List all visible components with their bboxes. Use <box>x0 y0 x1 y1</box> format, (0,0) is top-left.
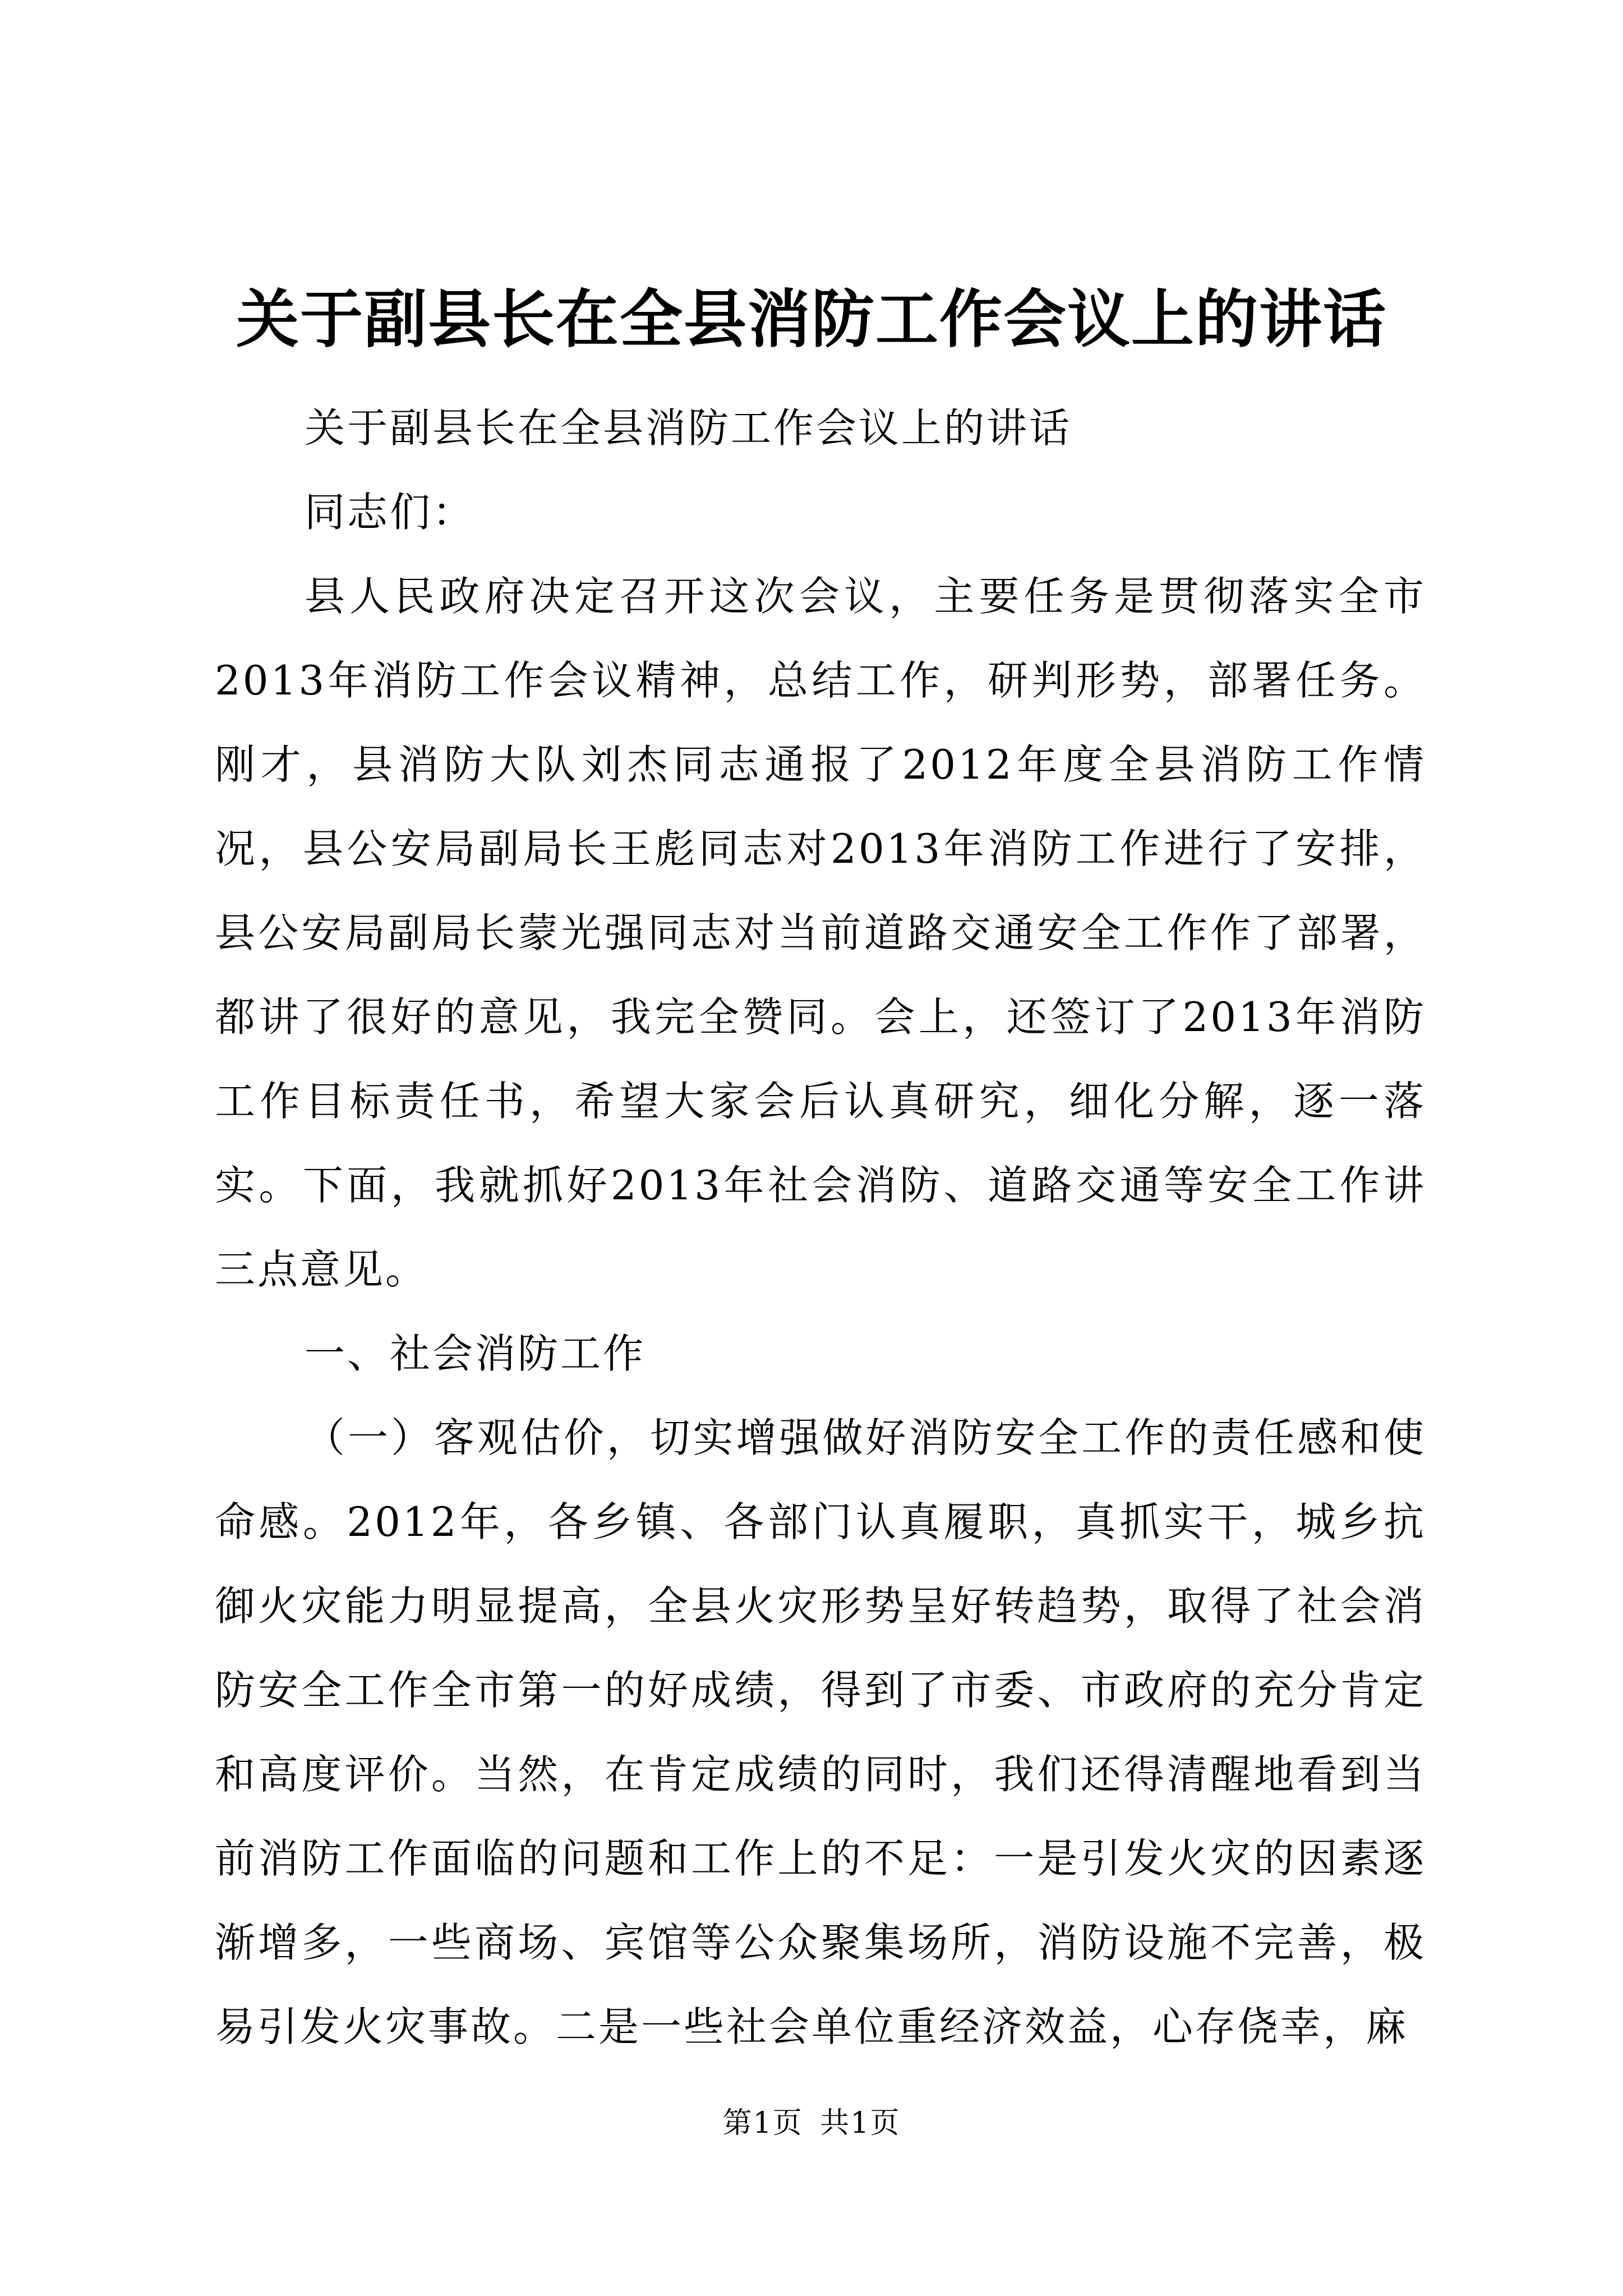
body-paragraph: 县人民政府决定召开这次会议，主要任务是贯彻落实全市2013年消防工作会议精神，总结工作，研判形势，部署任务。刚才，县消防大队刘杰同志通报了2012年度全县消防工作情况，县公安局副局长王彪同志对2013年消防工作进行了安排，县公安局副局长蒙光强同志对当前道路交通安全工作作了部署，都讲了很好的意见，我完全赞同。会上，还签订了2013年消防工作目标责任书，希望大家会后认真研究，细化分解，逐一落实。下面，我就抓好2013年社会消防、道路交通等安全工作讲三点意见。 <box>215 573 1426 1293</box>
body-paragraph: （一）客观估价，切实增强做好消防安全工作的责任感和使命感。2012年，各乡镇、各部门认真履职，真抓实干，城乡抗御火灾能力明显提高，全县火灾形势呈好转趋势，取得了社会消防安全工作全市第一的好成绩，得到了市委、市政府的充分肯定和高度评价。当然，在肯定成绩的同时，我们还得清醒地看到当前消防工作面临的问题和工作上的不足：一是引发火灾的因素逐渐增多，一些商场、宾馆等公众聚集场所，消防设施不完善，极易引发火灾事故。二是一些社会单位重经济效益，心存侥幸，麻 <box>215 1414 1426 2050</box>
subtitle-paragraph: 关于副县长在全县消防工作会议上的讲话 <box>305 404 1072 452</box>
document-title: 关于副县长在全县消防工作会议上的讲话 <box>236 283 1387 356</box>
page-total: 共1页 <box>820 2106 901 2140</box>
salutation-paragraph: 同志们： <box>305 489 476 536</box>
page-number: 第1页 <box>722 2106 803 2140</box>
document-body <box>215 386 1426 2069</box>
page-footer <box>0 2104 1623 2143</box>
section-heading: 一、社会消防工作 <box>305 1330 646 1377</box>
